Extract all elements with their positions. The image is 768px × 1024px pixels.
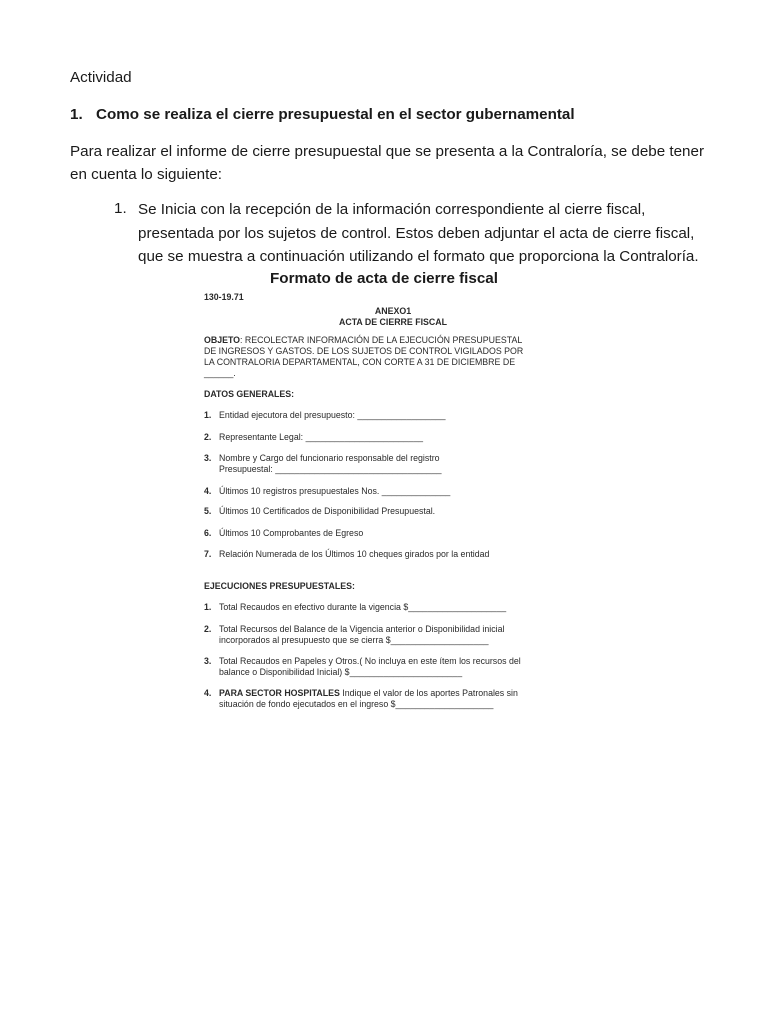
- intro-paragraph: Para realizar el informe de cierre presupuestal que se presenta a la Contraloría, se debe tener en cuenta lo siguiente:: [70, 143, 705, 183]
- form-objeto-line-4: ______.: [204, 368, 236, 378]
- scanned-form-image: 130-19.71 ANEXO1 ACTA DE CIERRE FISCAL OBJETO: RECOLECTAR INFORMACIÓN DE LA EJECUCIÓN PRESUPUESTAL DE INGRESOS Y GASTOS. DE LOS SUJETOS DE CONTROL VIGILADOS POR LA CONTRALORIA DEPARTAMENTAL, CON CORTE A 31 DE DICIEMBRE DE ______. DATOS GENERALES: 1. Entidad ejecutora del presupuesto: __________________ 2. Representante Legal: ________________________ 3. Nombre y Cargo del funcionario responsable del registro Presupuestal: __________________________________ 4. Últimos 10 registros presupuestales Nos. ______________ 5. Últimos 10 Certificados de Disponibilidad Presupuestal. 6. Últimos 10 Comprobantes de Egreso 7. Relación Numerada de los Últimos 10 cheques girados por la entidad EJECUCIONES PRESUPUESTALES: 1. Total Recaudos en efectivo durante la vigencia $____________________ 2. Total Recursos del Balance de la Vigencia anterior o Disponibilidad inicial incorporados al presupuesto que se cierra $____________________ 3. Total Recaudos en Papeles y Otros.( No incluya en este ítem los recursos del balance o Disponibilidad Inicial) $_______________________ 4. PARA SECTOR HOSPITALES Indique el valor de los aportes Patronales sin situación de fondo ejecutados en el ingreso $____________________: [198, 290, 588, 715]
- question-heading: Como se realiza el cierre presupuestal en el sector gubernamental: [96, 106, 575, 123]
- form-ejecuciones-heading: EJECUCIONES PRESUPUESTALES:: [204, 581, 355, 591]
- figure-caption: Formato de acta de cierre fiscal: [270, 270, 498, 287]
- form-objeto-line-2: DE INGRESOS Y GASTOS. DE LOS SUJETOS DE CONTROL VIGILADOS POR: [204, 346, 524, 356]
- form-datos-heading: DATOS GENERALES:: [204, 389, 295, 399]
- form-hospitales-label: PARA SECTOR HOSPITALES: [219, 688, 340, 698]
- list-item-number: 1.: [114, 200, 127, 217]
- form-code: 130-19.71: [204, 292, 244, 302]
- list-item-text: Se Inicia con la recepción de la información correspondiente al cierre fiscal, presentada por los sujetos de control. Estos deben adjuntar el acta de cierre fiscal, que se muestra a continuación utilizando el formato que proporciona la Contraloría.: [138, 201, 699, 265]
- activity-label: Actividad: [70, 69, 132, 86]
- form-title: ACTA DE CIERRE FISCAL: [338, 317, 447, 327]
- form-objeto-label: OBJETO: [204, 335, 241, 345]
- form-annex: ANEXO1: [374, 306, 412, 316]
- form-objeto-line-3: LA CONTRALORIA DEPARTAMENTAL, CON CORTE A 31 DE DICIEMBRE DE: [204, 357, 516, 367]
- question-number: 1.: [70, 106, 83, 123]
- form-objeto-line-1: OBJETO: RECOLECTAR INFORMACIÓN DE LA EJECUCIÓN PRESUPUESTAL: [204, 335, 523, 345]
